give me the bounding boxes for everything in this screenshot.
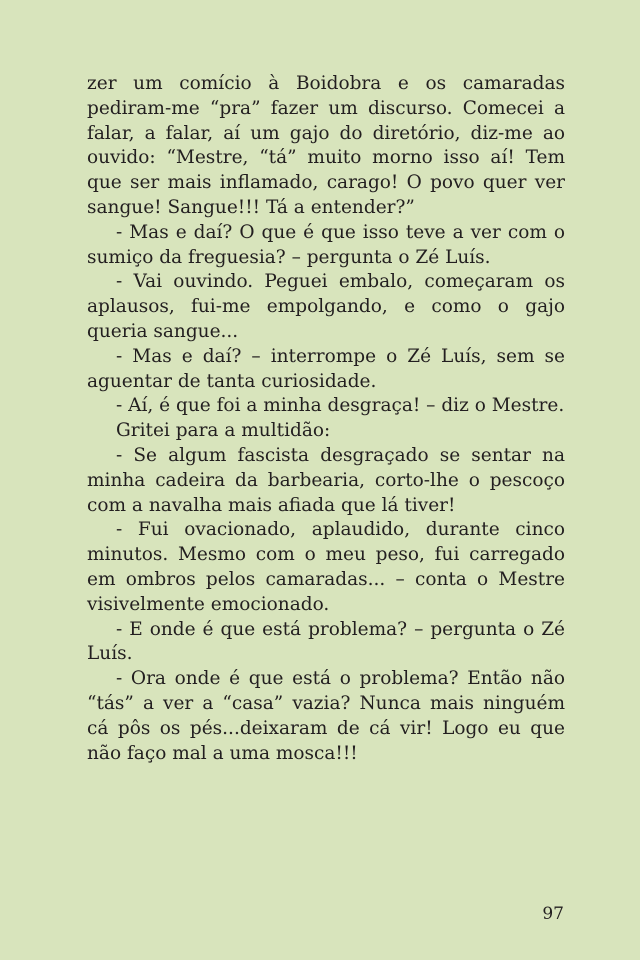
paragraph: - Se algum fascista desgraçado se sentar na minha cadeira da barbearia, corto-lhe o pescoço com a navalha mais afiada que lá tiver! — [87, 444, 565, 516]
paragraph: - Fui ovacionado, aplaudido, durante cinco minutos. Mesmo com o meu peso, fui carregado em ombros pelos camaradas... – conta o Mestre visivelmente emocionado. — [87, 519, 565, 615]
paragraph: - Aí, é que foi a minha desgraça! – diz o Mestre. — [116, 395, 565, 417]
paragraph: Gritei para a multidão: — [116, 420, 331, 442]
page-body — [87, 72, 565, 766]
paragraph: - E onde é que está problema? – pergunta o Zé Luís. — [87, 618, 565, 665]
paragraph: - Vai ouvindo. Peguei embalo, começaram os aplausos, fui-me empolgando, e como o gajo queria sangue... — [87, 271, 565, 342]
paragraph: - Ora onde é que está o problema? Então não “tás” a ver a “casa” vazia? Nunca mais ninguém cá pôs os pés...deixaram de cá vir! Logo eu que não faço mal a uma mosca!!! — [87, 668, 565, 764]
paragraph: - Mas e daí? O que é que isso teve a ver com o sumiço da freguesia? – pergunta o Zé Luís. — [87, 221, 565, 268]
paragraph: - Mas e daí? – interrompe o Zé Luís, sem se aguentar de tanta curiosidade. — [87, 345, 565, 392]
page-number: 97 — [542, 904, 564, 924]
paragraph: zer um comício à Boidobra e os camaradas pediram-me “pra” fazer um discurso. Comecei a falar, a falar, aí um gajo do diretório, diz-me ao ouvido: “Mestre, “tá” muito morno isso aí! Tem que ser mais inflamado, carago! O povo quer ver sangue! Sangue!!! Tá a entender?” — [87, 73, 565, 218]
